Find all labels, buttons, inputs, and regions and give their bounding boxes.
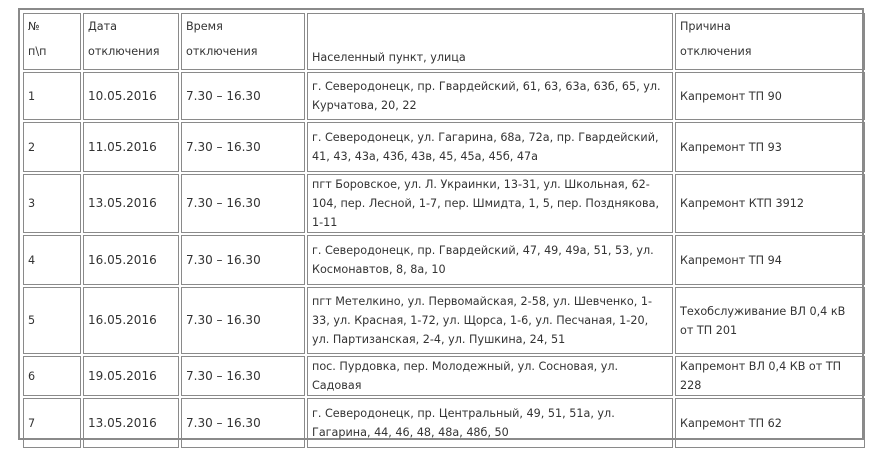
row-reason: Капремонт ТП 90	[675, 72, 865, 120]
row-time: 7.30 – 16.30	[181, 72, 305, 120]
row-time: 7.30 – 16.30	[181, 235, 305, 285]
row-address: г. Северодонецк, ул. Гагарина, 68а, 72а, пр. Гвардейский, 41, 43, 43а, 43б, 43в, 45, 45а, 45б, 47а	[307, 122, 673, 172]
header-num	[23, 13, 81, 70]
outage-table	[21, 11, 867, 450]
header-date-line2: отключения	[88, 45, 160, 58]
row-date: 10.05.2016	[83, 72, 179, 120]
header-date	[83, 13, 179, 70]
outage-table-frame	[18, 8, 864, 440]
row-time: 7.30 – 16.30	[181, 287, 305, 354]
row-num: 2	[23, 122, 81, 172]
row-reason: Капремонт ТП 94	[675, 235, 865, 285]
row-address: г. Северодонецк, пр. Центральный, 49, 51, 51а, ул. Гагарина, 44, 46, 48, 48а, 48б, 50	[307, 398, 673, 448]
row-reason: Капремонт КТП 3912	[675, 174, 865, 233]
row-date: 16.05.2016	[83, 287, 179, 354]
table-row	[23, 174, 865, 233]
table-row	[23, 122, 865, 172]
row-time: 7.30 – 16.30	[181, 398, 305, 448]
row-time: 7.30 – 16.30	[181, 174, 305, 233]
header-time-line2: отключения	[186, 45, 258, 58]
row-address: пгт Метелкино, ул. Первомайская, 2-58, ул. Шевченко, 1-33, ул. Красная, 1-72, ул. Щорса, 1-6, ул. Песчаная, 1-20, ул. Партизанская, 2-4, ул. Пушкина, 24, 51	[307, 287, 673, 354]
row-num: 5	[23, 287, 81, 354]
row-reason: Капремонт ТП 93	[675, 122, 865, 172]
row-num: 6	[23, 356, 81, 396]
header-date-line1: Дата	[88, 20, 117, 33]
table-row	[23, 72, 865, 120]
header-num-line1: №	[28, 20, 40, 33]
table-row	[23, 398, 865, 448]
header-time	[181, 13, 305, 70]
table-row	[23, 287, 865, 354]
row-date: 11.05.2016	[83, 122, 179, 172]
row-address: пгт Боровское, ул. Л. Украинки, 13-31, ул. Школьная, 62-104, пер. Лесной, 1-7, пер. Шмидта, 1, 5, пер. Позднякова, 1-11	[307, 174, 673, 233]
row-num: 7	[23, 398, 81, 448]
table-row	[23, 235, 865, 285]
row-time: 7.30 – 16.30	[181, 122, 305, 172]
row-num: 3	[23, 174, 81, 233]
header-reason-line2: отключения	[680, 45, 752, 58]
row-address: г. Северодонецк, пр. Гвардейский, 47, 49, 49а, 51, 53, ул. Космонавтов, 8, 8а, 10	[307, 235, 673, 285]
row-num: 1	[23, 72, 81, 120]
header-time-line1: Время	[186, 20, 223, 33]
row-date: 19.05.2016	[83, 356, 179, 396]
table-row	[23, 356, 865, 396]
row-reason: Капремонт ВЛ 0,4 КВ от ТП 228	[675, 356, 865, 396]
table-header-row	[23, 13, 865, 70]
row-date: 13.05.2016	[83, 174, 179, 233]
row-reason: Техобслуживание ВЛ 0,4 кВ от ТП 201	[675, 287, 865, 354]
row-date: 16.05.2016	[83, 235, 179, 285]
row-time: 7.30 – 16.30	[181, 356, 305, 396]
header-reason	[675, 13, 865, 70]
header-address: Населенный пункт, улица	[307, 13, 673, 70]
row-date: 13.05.2016	[83, 398, 179, 448]
row-address: пос. Пурдовка, пер. Молодежный, ул. Сосновая, ул. Садовая	[307, 356, 673, 396]
row-num: 4	[23, 235, 81, 285]
row-address: г. Северодонецк, пр. Гвардейский, 61, 63, 63а, 63б, 65, ул. Курчатова, 20, 22	[307, 72, 673, 120]
header-num-line2: п\п	[28, 45, 47, 58]
header-reason-line1: Причина	[680, 20, 731, 33]
row-reason: Капремонт ТП 62	[675, 398, 865, 448]
